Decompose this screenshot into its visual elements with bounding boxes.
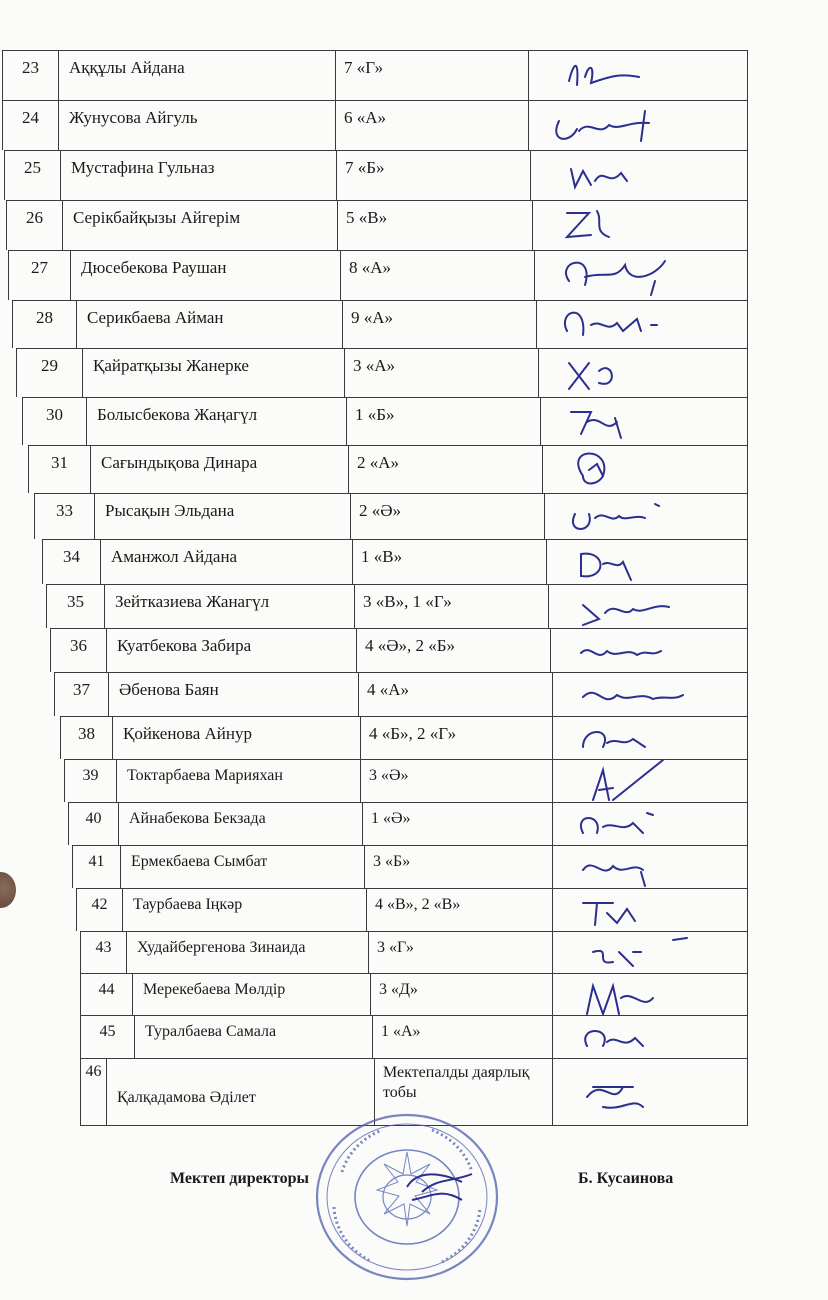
handwritten-signature bbox=[553, 673, 747, 716]
teacher-name: Таурбаева Іңкәр bbox=[123, 889, 367, 931]
director-title: Мектеп директоры bbox=[170, 1170, 309, 1187]
row-number: 45 bbox=[81, 1016, 135, 1058]
table-row bbox=[72, 845, 748, 888]
signature-icon bbox=[553, 717, 703, 760]
row-number: 33 bbox=[35, 494, 95, 539]
table-row bbox=[80, 931, 748, 973]
table-row bbox=[2, 50, 748, 100]
row-number: 46 bbox=[81, 1059, 107, 1125]
handwritten-signature bbox=[537, 301, 747, 348]
table-row bbox=[34, 493, 748, 539]
signature-icon bbox=[533, 201, 683, 251]
teacher-name: Қалқадамова Әділет bbox=[107, 1059, 375, 1125]
signature-icon bbox=[547, 540, 697, 585]
handwritten-signature bbox=[553, 717, 747, 759]
teacher-name: Серікбайқызы Айгерім bbox=[63, 201, 338, 250]
table-row bbox=[46, 584, 748, 628]
teacher-name: Мерекебаева Мөлдір bbox=[133, 974, 371, 1015]
signature-icon bbox=[537, 301, 687, 349]
class-assignment: 4 «Б», 2 «Г» bbox=[361, 717, 553, 759]
table-row bbox=[76, 888, 748, 931]
handwritten-signature bbox=[535, 251, 747, 300]
signature-icon bbox=[545, 494, 695, 540]
class-assignment: 4 «Ә», 2 «Б» bbox=[357, 629, 551, 672]
teacher-name: Зейтказиева Жанагүл bbox=[105, 585, 355, 628]
table-row bbox=[6, 200, 748, 250]
row-number: 34 bbox=[43, 540, 101, 584]
handwritten-signature bbox=[549, 585, 747, 628]
class-assignment: 9 «А» bbox=[343, 301, 537, 348]
class-assignment: 3 «Г» bbox=[369, 932, 553, 973]
handwritten-signature bbox=[541, 398, 747, 445]
table-row bbox=[80, 1015, 748, 1058]
class-assignment: 4 «А» bbox=[359, 673, 553, 716]
teacher-name: Куатбекова Забира bbox=[107, 629, 357, 672]
class-assignment: 2 «Ә» bbox=[351, 494, 545, 539]
signature-icon bbox=[553, 974, 703, 1016]
signature-icon bbox=[553, 1016, 703, 1059]
row-number: 26 bbox=[7, 201, 63, 250]
signature-icon bbox=[543, 446, 693, 494]
handwritten-signature bbox=[553, 803, 747, 845]
teacher-name: Токтарбаева Марияхан bbox=[117, 760, 361, 802]
school-seal-stamp-icon bbox=[312, 1112, 502, 1282]
row-number: 38 bbox=[61, 717, 113, 759]
row-number: 41 bbox=[73, 846, 121, 888]
table-row bbox=[28, 445, 748, 493]
signature-icon bbox=[541, 398, 691, 446]
class-assignment: 5 «В» bbox=[338, 201, 533, 250]
class-assignment: 1 «В» bbox=[353, 540, 547, 584]
table-row bbox=[68, 802, 748, 845]
class-assignment: 1 «Б» bbox=[347, 398, 541, 445]
teacher-name: Дюсебекова Раушан bbox=[71, 251, 341, 300]
table-row bbox=[80, 973, 748, 1015]
handwritten-signature bbox=[553, 932, 747, 973]
class-assignment: 1 «А» bbox=[373, 1016, 553, 1058]
signature-icon bbox=[553, 673, 703, 717]
handwritten-signature bbox=[531, 151, 747, 200]
handwritten-signature bbox=[553, 1059, 747, 1125]
handwritten-signature bbox=[553, 974, 747, 1015]
teacher-name: Аққұлы Айдана bbox=[59, 51, 336, 100]
class-assignment: 3 «Б» bbox=[365, 846, 553, 888]
handwritten-signature bbox=[553, 760, 747, 802]
table-row bbox=[50, 628, 748, 672]
teacher-name: Туралбаева Самала bbox=[135, 1016, 373, 1058]
teacher-name: Қайратқызы Жанерке bbox=[83, 349, 345, 397]
director-name: Б. Кусаинова bbox=[578, 1170, 674, 1187]
row-number: 36 bbox=[51, 629, 107, 672]
signature-icon bbox=[553, 803, 703, 846]
handwritten-signature bbox=[529, 51, 747, 100]
signature-icon bbox=[553, 846, 703, 889]
row-number: 43 bbox=[81, 932, 127, 973]
table-row bbox=[54, 672, 748, 716]
signature-icon bbox=[553, 760, 703, 803]
signature-icon bbox=[553, 1059, 703, 1127]
signature-icon bbox=[553, 889, 703, 932]
row-number: 31 bbox=[29, 446, 91, 493]
handwritten-signature bbox=[547, 540, 747, 584]
table-row bbox=[4, 150, 748, 200]
row-number: 30 bbox=[23, 398, 87, 445]
teacher-name: Қойкенова Айнур bbox=[113, 717, 361, 759]
class-assignment: 3 «Д» bbox=[371, 974, 553, 1015]
signature-icon bbox=[549, 585, 699, 629]
row-number: 25 bbox=[5, 151, 61, 200]
signature-icon bbox=[535, 251, 685, 301]
row-number: 29 bbox=[17, 349, 83, 397]
signature-icon bbox=[529, 101, 679, 151]
row-number: 44 bbox=[81, 974, 133, 1015]
handwritten-signature bbox=[545, 494, 747, 539]
teacher-name: Рысақын Эльдана bbox=[95, 494, 351, 539]
teacher-name: Сағындықова Динара bbox=[91, 446, 349, 493]
handwritten-signature bbox=[553, 889, 747, 931]
class-assignment: 7 «Б» bbox=[337, 151, 531, 200]
class-assignment: 3 «Ә» bbox=[361, 760, 553, 802]
teacher-name: Әбенова Баян bbox=[109, 673, 359, 716]
row-number: 37 bbox=[55, 673, 109, 716]
class-assignment: 3 «В», 1 «Г» bbox=[355, 585, 549, 628]
teacher-name: Болысбекова Жаңагүл bbox=[87, 398, 347, 445]
signature-icon bbox=[539, 349, 689, 398]
table-row bbox=[22, 397, 748, 445]
signature-icon bbox=[531, 151, 681, 201]
handwritten-signature bbox=[539, 349, 747, 397]
class-assignment: 6 «А» bbox=[336, 101, 529, 150]
signature-icon bbox=[553, 932, 703, 974]
teacher-name: Худайбергенова Зинаида bbox=[127, 932, 369, 973]
class-assignment: 4 «В», 2 «В» bbox=[367, 889, 553, 931]
class-assignment: 3 «А» bbox=[345, 349, 539, 397]
table-row bbox=[60, 716, 748, 759]
table-row bbox=[16, 348, 748, 397]
table-row bbox=[64, 759, 748, 802]
class-assignment: 8 «А» bbox=[341, 251, 535, 300]
class-assignment: 1 «Ә» bbox=[363, 803, 553, 845]
handwritten-signature bbox=[529, 101, 747, 150]
signature-icon bbox=[529, 51, 679, 101]
handwritten-signature bbox=[553, 846, 747, 888]
row-number: 24 bbox=[3, 101, 59, 150]
handwritten-signature bbox=[543, 446, 747, 493]
table-row bbox=[2, 100, 748, 150]
table-row bbox=[42, 539, 748, 584]
teacher-name: Аманжол Айдана bbox=[101, 540, 353, 584]
class-assignment: Мектепалды даярлық тобы bbox=[375, 1059, 553, 1125]
row-number: 28 bbox=[13, 301, 77, 348]
teacher-name: Жунусова Айгуль bbox=[59, 101, 336, 150]
class-assignment: 7 «Г» bbox=[336, 51, 529, 100]
row-number: 35 bbox=[47, 585, 105, 628]
teacher-name: Айнабекова Бекзада bbox=[119, 803, 363, 845]
handwritten-signature bbox=[553, 1016, 747, 1058]
signature-icon bbox=[551, 629, 701, 673]
table-row bbox=[12, 300, 748, 348]
teacher-name: Серикбаева Айман bbox=[77, 301, 343, 348]
row-number: 42 bbox=[77, 889, 123, 931]
class-assignment: 2 «А» bbox=[349, 446, 543, 493]
row-number: 23 bbox=[3, 51, 59, 100]
handwritten-signature bbox=[551, 629, 747, 672]
row-number: 27 bbox=[9, 251, 71, 300]
row-number: 40 bbox=[69, 803, 119, 845]
row-number: 39 bbox=[65, 760, 117, 802]
teacher-name: Ермекбаева Сымбат bbox=[121, 846, 365, 888]
teacher-name: Мустафина Гульназ bbox=[61, 151, 337, 200]
table-row bbox=[8, 250, 748, 300]
handwritten-signature bbox=[533, 201, 747, 250]
